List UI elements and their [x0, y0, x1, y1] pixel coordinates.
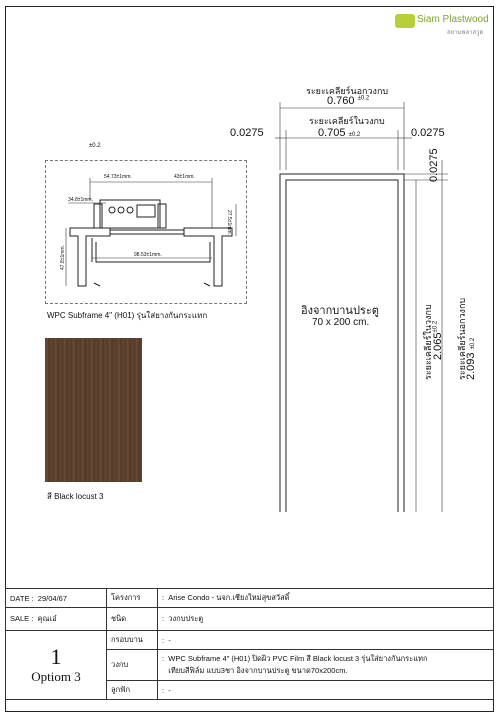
frame-inner — [286, 180, 398, 512]
option-cell — [6, 631, 107, 700]
profile-web — [110, 230, 184, 234]
frame-cell: : WPC Subframe 4" (H01) ปิดผิว PVC Film สี Black locust 3 รุ่นใส่ยางกันกระแทก เทียบสีฟิล์ม แบบ3ชา อิงจากบานประตู ขนาด70x200cm. — [158, 650, 494, 681]
type-value: วงกบประตู — [168, 614, 204, 623]
table-row — [6, 631, 494, 650]
profile-dim-c: 34.8±1mm. — [68, 197, 93, 203]
knob-label: ลูกฟัก — [107, 681, 158, 700]
leaf-cell: : - — [158, 631, 494, 650]
knob-value: - — [168, 685, 171, 695]
profile-dim-f: 98.53±1mm. — [134, 252, 162, 258]
sale-label: SALE — [10, 614, 30, 623]
inner-width-value: 0.705 ±0.2 — [318, 127, 361, 139]
outer-height-value: 2.093 ±0.2 — [465, 337, 477, 380]
inner-width-label: ระยะเคลียร์ในวงกบ — [309, 116, 385, 126]
outer-height-tol: ±0.2 — [470, 337, 476, 350]
door-label: อิงจากบานประตู — [301, 305, 379, 317]
date-cell: DATE : 29/04/67 — [6, 589, 107, 608]
left-margin-value: 0.0275 — [230, 127, 264, 139]
inner-width-tol: ±0.2 — [348, 132, 361, 138]
profile-core — [100, 200, 160, 228]
brand-subname: สยามพลาสวูด — [447, 30, 484, 36]
profile-inner-line — [92, 238, 210, 262]
outer-width-label: ระยะเคลียร์นอกวงกบ — [306, 86, 389, 96]
frame-value-2: เทียบสีฟิล์ม แบบ3ชา อิงจากบานประตู ขนาด70x200cm. — [168, 666, 348, 675]
sale-value: คุณเอ๋ — [37, 614, 57, 623]
option-name: Optiom 3 — [31, 669, 81, 684]
profile-right-leg — [184, 228, 232, 286]
door-size: 70 x 200 cm. — [312, 317, 370, 328]
profile-dim-b: 43±1mm. — [174, 174, 195, 180]
profile-left-leg — [70, 228, 110, 286]
table-row — [6, 608, 494, 631]
inner-height-value: $2.065^{\pm 0.2}$ — [432, 320, 444, 360]
info-table — [5, 588, 494, 700]
profile-dim-e: 47.8±1mm. — [60, 245, 66, 270]
swatch-caption: สี Black locust 3 — [47, 492, 104, 501]
frame-value-1: WPC Subframe 4" (H01) ปิดผิว PVC Film สี Black locust 3 รุ่นใส่ยางกันกระแทก — [168, 654, 428, 663]
date-label: DATE — [10, 593, 30, 603]
brand-name: Siam Plastwood — [417, 14, 489, 25]
option-number: 1 — [50, 644, 62, 669]
table-row — [6, 589, 494, 608]
inner-height-label: ระยะเคลียร์ในวงกบ — [423, 304, 433, 380]
knob-cell: : - — [158, 681, 494, 700]
profile-caption: WPC Subframe 4" (H01) รุ่นใส่ยางกันกระแทก — [47, 311, 208, 320]
outer-height-label: ระยะเคลียร์นอกวงกบ — [457, 297, 467, 380]
profile-dim-d: 27.5±1mm. — [226, 210, 232, 235]
right-margin-value: 0.0275 — [411, 127, 445, 139]
frame-label: วงกบ — [107, 650, 158, 681]
project-value: Arise Condo - นจก.เชียงใหม่สุขสวัสดิ์ — [168, 593, 290, 602]
outer-width-tol: ±0.2 — [357, 95, 370, 102]
type-cell: : วงกบประตู — [158, 608, 494, 631]
outer-width-value: 0.760 $^{\pm 0.2}$ — [327, 95, 370, 107]
leaf-value: - — [168, 635, 171, 645]
project-cell: : Arise Condo - นจก.เชียงใหม่สุขสวัสดิ์ — [158, 589, 494, 608]
color-swatch — [45, 338, 142, 482]
profile-dim-a: 54.73±1mm. — [104, 174, 132, 180]
leaf-label: กรอบบาน — [107, 631, 158, 650]
date-value: 29/04/67 — [37, 593, 67, 603]
profile-left-flange — [94, 204, 102, 228]
project-label: โครงการ — [107, 589, 158, 608]
top-margin-value: 0.0275 — [428, 148, 440, 182]
inner-height-tol: ±0.2 — [432, 320, 439, 333]
profile-right-flange — [158, 204, 166, 228]
sale-cell: SALE : คุณเอ๋ — [6, 608, 107, 631]
type-label: ชนิด — [107, 608, 158, 631]
profile-dim-top: ±0.2 — [89, 143, 101, 149]
frame-outer — [280, 174, 404, 512]
